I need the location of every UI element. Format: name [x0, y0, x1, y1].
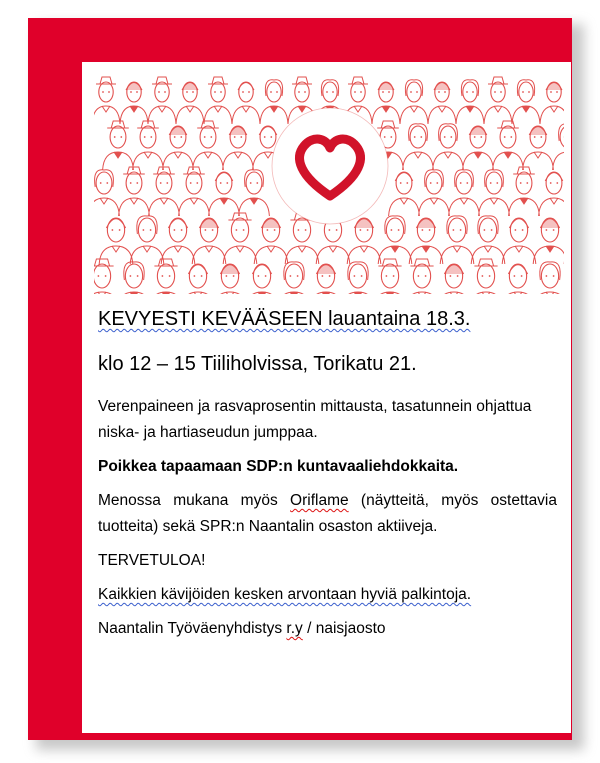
- organizer-text-b: / naisjaosto: [302, 620, 386, 637]
- crowd-illustration: [94, 74, 564, 294]
- paragraph-candidates: Poikkea tapaamaan SDP:n kuntavaaliehdokkaita.: [98, 458, 459, 475]
- organizer-text-a: Naantalin Työväenyhdistys: [98, 620, 287, 637]
- participants-text-b: (näytteitä, myös ostettavia tuotteita) sekä SPR:n Naantalin osaston aktiiveja.: [98, 492, 557, 535]
- heart-badge-bg: [272, 108, 388, 224]
- organizer-signature: [98, 616, 557, 642]
- paragraph-prizes: Kaikkien kävijöiden kesken arvontaan hyviä palkintoja.: [98, 586, 472, 603]
- event-title: KEVYESTI KEVÄÄSEEN lauantaina 18.3.: [98, 308, 471, 330]
- brand-oriflame: Oriflame: [290, 492, 349, 509]
- poster-text: [98, 306, 557, 650]
- event-time-place: klo 12 – 15 Tiiliholvissa, Torikatu 21.: [98, 353, 417, 375]
- organizer-ry: r.y: [286, 620, 303, 637]
- poster-frame: [28, 18, 572, 740]
- paragraph-measurements: Verenpaineen ja rasvaprosentin mittausta, tasatunnein ohjattua niska- ja hartiaseudun jumppaa.: [98, 398, 532, 441]
- welcome-text: TERVETULOA!: [98, 552, 206, 569]
- participants-text-a: Menossa mukana myös: [98, 492, 291, 509]
- crowd-line-art: [94, 74, 564, 294]
- poster-sheet: [82, 62, 571, 733]
- paragraph-participants: [98, 488, 557, 540]
